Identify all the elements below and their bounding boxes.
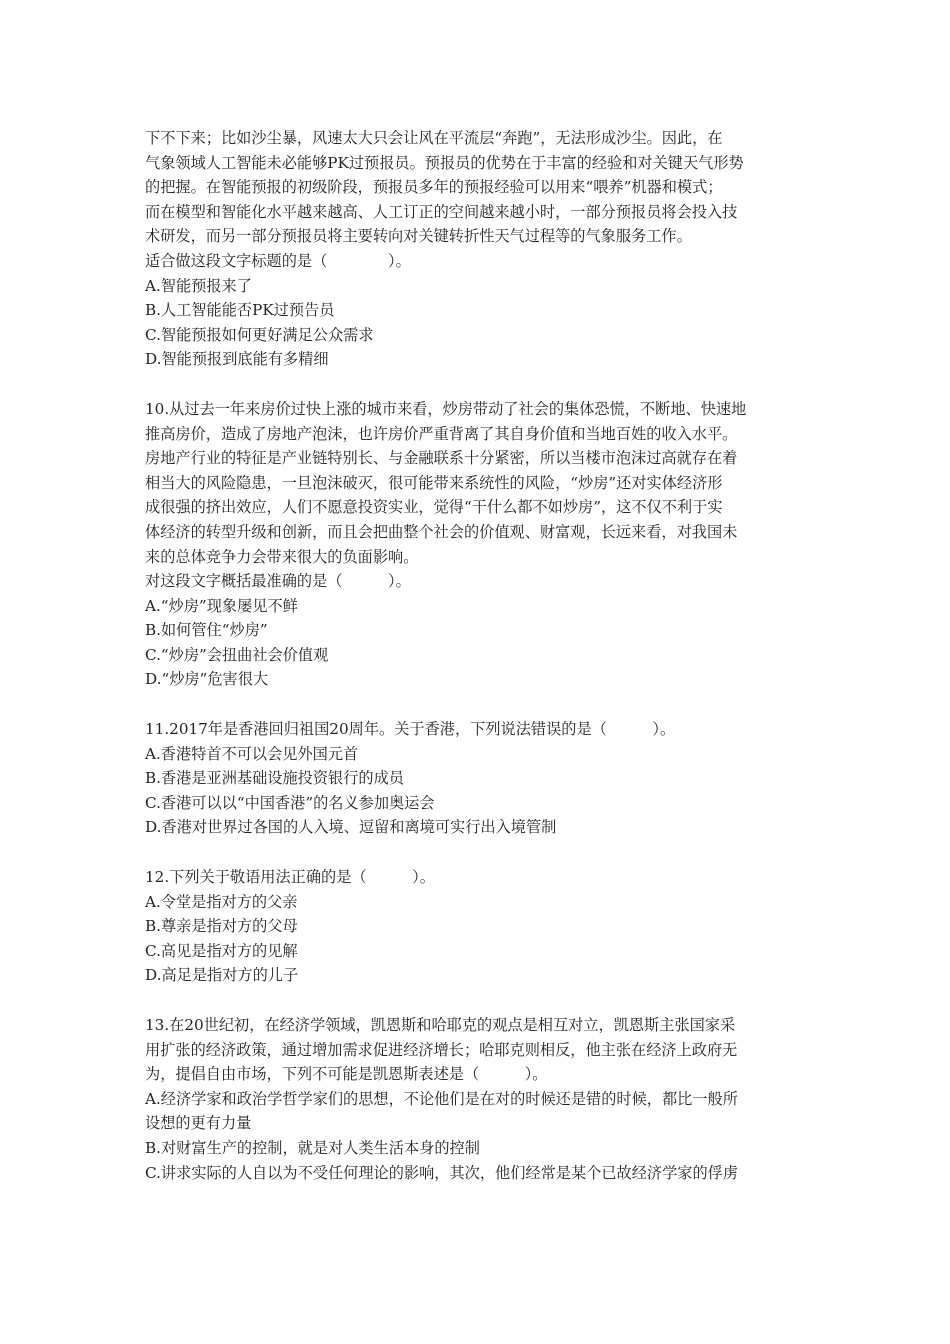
option-c: C.智能预报如何更好满足公众需求: [145, 325, 374, 344]
option-c: C.讲求实际的人自以为不受任何理论的影响，其次，他们经常是某个已故经济学家的俘虏: [145, 1163, 739, 1182]
question-stem: 对这段文字概括最准确的是（ ）。: [145, 572, 411, 591]
passage-line: 10.从过去一年来房价过快上涨的城市来看，炒房带动了社会的集体恐慌，不断地、快速地: [145, 399, 747, 418]
option-a: A.令堂是指对方的父亲: [145, 892, 298, 911]
option-a: A.“炒房”现象屡见不鲜: [145, 596, 298, 615]
option-c: C.高见是指对方的见解: [145, 941, 298, 960]
passage-line: 而在模型和智能化水平越来越高、人工订正的空间越来越小时，一部分预报员将会投入技: [145, 202, 738, 221]
passage-line: 的把握。在智能预报的初级阶段，预报员多年的预报经验可以用来“喂养”机器和模式；: [145, 178, 723, 197]
passage-line: 推高房价，造成了房地产泡沫，也许房价严重背离了其自身价值和当地百姓的收入水平。: [145, 424, 738, 443]
passage-line: 相当大的风险隐患，一旦泡沫破灭，很可能带来系统性的风险，“炒房”还对实体经济形: [145, 473, 723, 492]
question-stem: 11.2017年是香港回归祖国20周年。关于香港，下列说法错误的是（ ）。: [145, 720, 676, 739]
question-10-block: [145, 397, 813, 692]
document-page: [145, 126, 813, 1185]
option-a: A.智能预报来了: [145, 276, 252, 295]
passage-line: 术研发，而另一部分预报员将主要转向对关键转折性天气过程等的气象服务工作。: [145, 227, 692, 246]
passage-line: 来的总体竞争力会带来很大的负面影响。: [145, 547, 419, 566]
spacer: [145, 988, 813, 1013]
question-stem: 适合做这段文字标题的是（ ）。: [145, 251, 411, 270]
passage-line: 气象领域人工智能未必能够PK过预报员。预报员的优势在于丰富的经验和对关键天气形势: [145, 153, 744, 172]
option-c: C.“炒房”会扭曲社会价值观: [145, 645, 329, 664]
spacer: [145, 840, 813, 865]
option-b: B.香港是亚洲基础设施投资银行的成员: [145, 769, 404, 788]
option-a-continued: 设想的更有力量: [145, 1114, 252, 1133]
option-d: D.高足是指对方的儿子: [145, 966, 299, 985]
spacer: [145, 692, 813, 717]
option-b: B.如何管住“炒房”: [145, 621, 268, 640]
spacer: [145, 372, 813, 397]
option-d: D.香港对世界过各国的人入境、逗留和离境可实行出入境管制: [145, 818, 557, 837]
passage-line: 下不下来；比如沙尘暴，风速太大只会让风在平流层“奔跑”，无法形成沙尘。因此，在: [145, 129, 723, 147]
question-12-block: [145, 865, 813, 988]
option-a: A.香港特首不可以会见外国元首: [145, 744, 359, 763]
question-13-block: [145, 1013, 813, 1185]
question-stem: 12.下列关于敬语用法正确的是（ ）。: [145, 868, 435, 887]
passage-tail-block: [145, 126, 813, 372]
option-b: B.人工智能能否PK过预告员: [145, 301, 335, 320]
option-a: A.经济学家和政治学哲学家们的思想，不论他们是在对的时候还是错的时候，都比一般所: [145, 1089, 738, 1108]
passage-line: 房地产行业的特征是产业链特别长、与金融联系十分紧密，所以当楼市泡沫过高就存在着: [145, 449, 738, 468]
option-b: B.对财富生产的控制，就是对人类生活本身的控制: [145, 1138, 480, 1157]
question-stem: 为，提倡自由市场，下列不可能是凯恩斯表述是（ ）。: [145, 1065, 548, 1084]
passage-line: 用扩张的经济政策，通过增加需求促进经济增长；哈耶克则相反，他主张在经济上政府无: [145, 1040, 738, 1059]
question-11-block: [145, 717, 813, 840]
passage-line: 体经济的转型升级和创新，而且会把曲整个社会的价值观、财富观，长远来看，对我国未: [145, 522, 738, 541]
option-d: D.“炒房”危害很大: [145, 670, 269, 689]
option-c: C.香港可以以“中国香港”的名义参加奥运会: [145, 793, 435, 812]
option-b: B.尊亲是指对方的父母: [145, 917, 298, 936]
option-d: D.智能预报到底能有多精细: [145, 350, 329, 369]
passage-line: 13.在20世纪初，在经济学领域，凯恩斯和哈耶克的观点是相互对立，凯恩斯主张国家采: [145, 1016, 736, 1034]
passage-line: 成很强的挤出效应，人们不愿意投资实业，觉得“干什么都不如炒房”，这不仅不利于实: [145, 498, 723, 517]
